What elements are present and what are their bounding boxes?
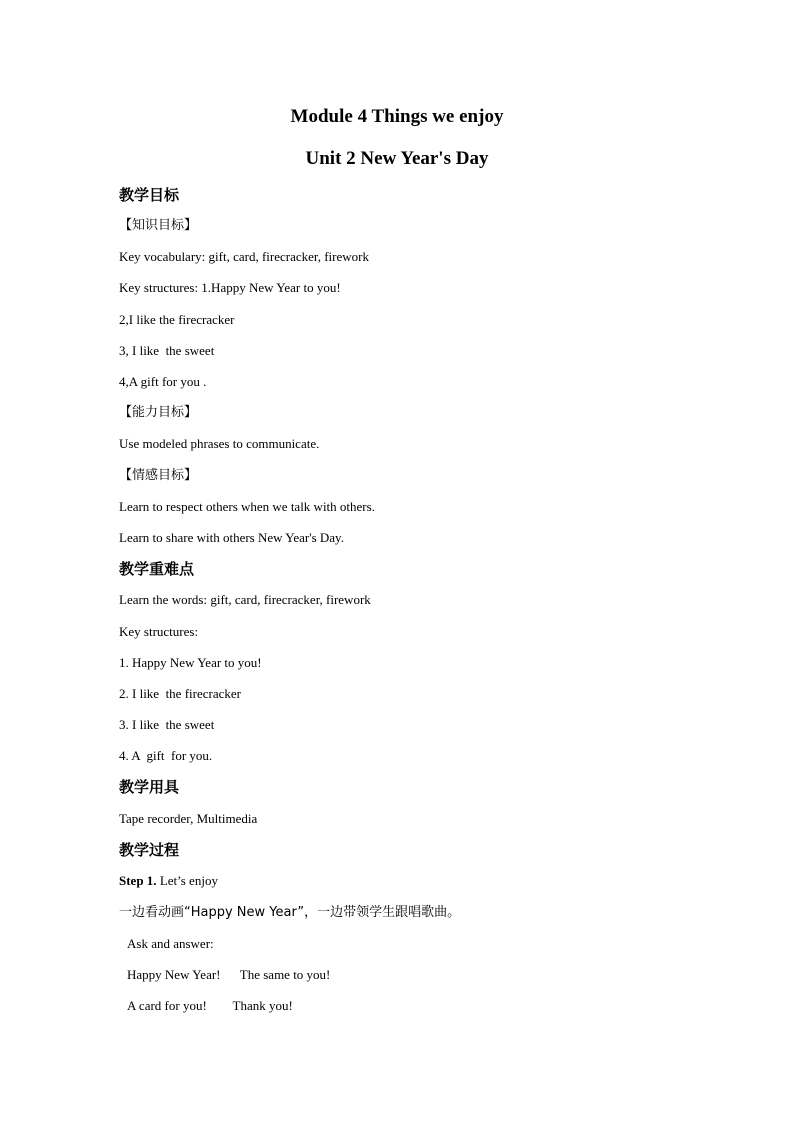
step-1-description: 一边看动画“Happy New Year”，一边带领学生跟唱歌曲。 xyxy=(119,905,461,920)
keypoints-structures-label: Key structures: xyxy=(119,624,199,639)
unit-title: Unit 2 New Year's Day xyxy=(305,148,489,169)
dialog-line-1: Happy New Year! The same to you! xyxy=(127,967,331,982)
knowledge-objectives-heading: 【知识目标】 xyxy=(119,218,198,233)
keypoints-heading: 教学重难点 xyxy=(119,560,195,578)
step-1-line xyxy=(119,872,218,890)
ability-objectives-heading: 【能力目标】 xyxy=(119,405,198,420)
step-1-text: Let’s enjoy xyxy=(156,873,218,888)
key-vocabulary-line: Key vocabulary: gift, card, firecracker, firework xyxy=(119,249,369,264)
objectives-heading: 教学目标 xyxy=(119,186,180,204)
process-heading: 教学过程 xyxy=(119,841,180,859)
structure-item-2: 2,I like the firecracker xyxy=(119,312,235,327)
key-structures-line: Key structures: 1.Happy New Year to you! xyxy=(119,280,341,295)
step-1-label: Step 1. xyxy=(119,873,157,888)
emotion-objectives-heading: 【情感目标】 xyxy=(119,468,198,483)
emotion-line-1: Learn to respect others when we talk with others. xyxy=(119,499,375,514)
keypoint-item-4: 4. A gift for you. xyxy=(119,748,213,763)
module-title: Module 4 Things we enjoy xyxy=(290,106,504,127)
structure-item-3: 3, I like the sweet xyxy=(119,343,215,358)
ability-line: Use modeled phrases to communicate. xyxy=(119,436,320,451)
tools-line: Tape recorder, Multimedia xyxy=(119,811,258,826)
keypoint-item-2: 2. I like the firecracker xyxy=(119,686,241,701)
keypoint-item-1: 1. Happy New Year to you! xyxy=(119,655,262,670)
structure-item-4: 4,A gift for you . xyxy=(119,374,207,389)
dialog-line-2: A card for you! Thank you! xyxy=(127,998,293,1013)
tools-heading: 教学用具 xyxy=(119,778,180,796)
emotion-line-2: Learn to share with others New Year's Day. xyxy=(119,530,344,545)
ask-and-answer-label: Ask and answer: xyxy=(127,936,214,951)
keypoint-item-3: 3. I like the sweet xyxy=(119,717,215,732)
keypoints-words-line: Learn the words: gift, card, firecracker, firework xyxy=(119,592,371,607)
